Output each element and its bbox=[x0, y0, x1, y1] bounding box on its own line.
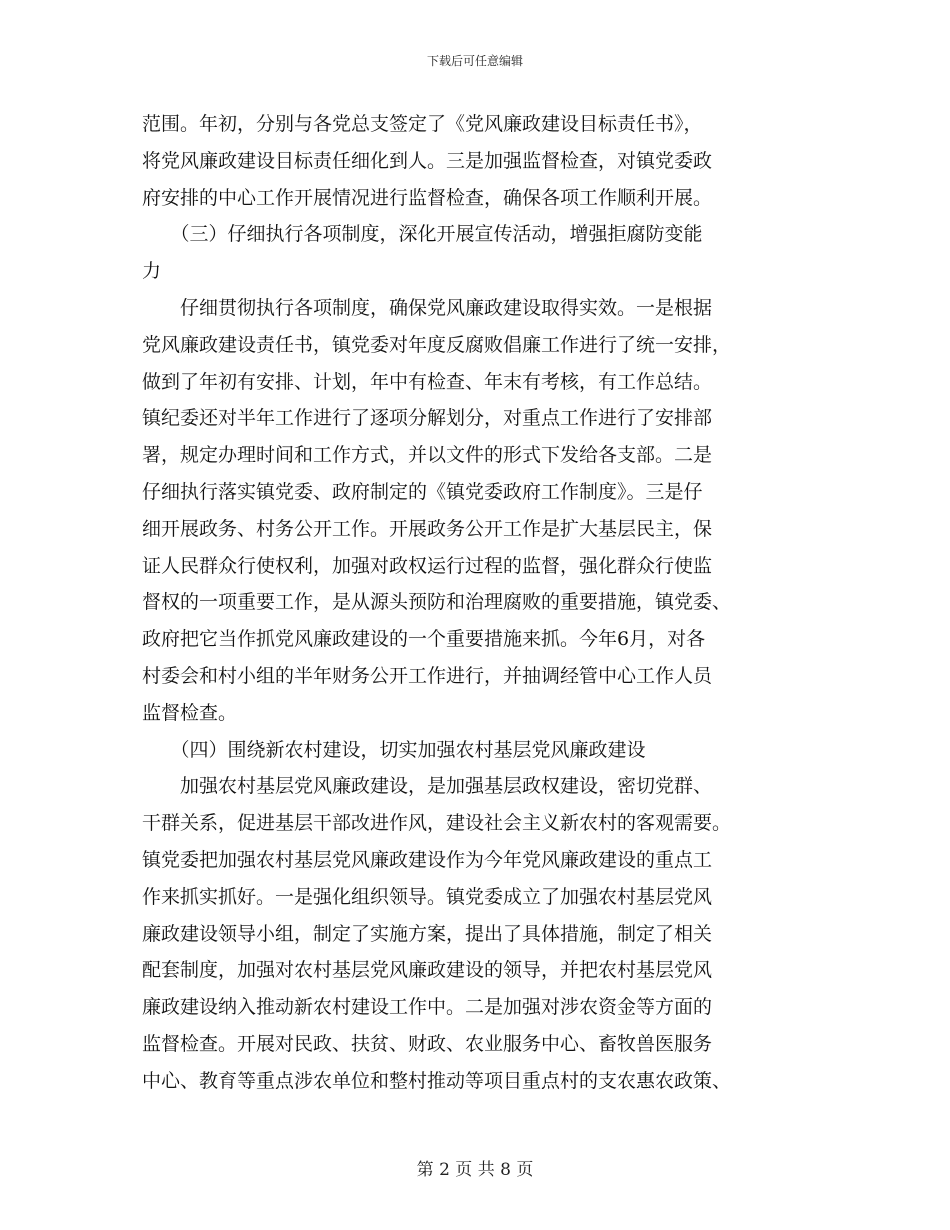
body-text bbox=[142, 106, 812, 1100]
section-heading-line: （四）围绕新农村建设，切实加强农村基层党风廉政建设 bbox=[142, 738, 646, 761]
text-line: 党风廉政建设责任书，镇党委对年度反腐败倡廉工作进行了统一安排， bbox=[142, 333, 732, 356]
section-heading-line: （三）仔细执行各项制度，深化开展宣传活动，增强拒腐防变能 bbox=[142, 223, 703, 246]
text-line: 村委会和村小组的半年财务公开工作进行，并抽调经管中心工作人员 bbox=[142, 664, 713, 687]
text-line: 署，规定办理时间和工作方式，并以文件的形式下发给各支部。二是 bbox=[142, 444, 713, 467]
text-line: 镇纪委还对半年工作进行了逐项分解划分，对重点工作进行了安排部 bbox=[142, 407, 713, 430]
text-line: 廉政建设领导小组，制定了实施方案，提出了具体措施，制定了相关 bbox=[142, 922, 713, 945]
page-header-note: 下载后可任意编辑 bbox=[426, 54, 523, 68]
text-line: 做到了年初有安排、计划，年中有检查、年末有考核，有工作总结。 bbox=[142, 370, 713, 393]
text-line: 督权的一项重要工作，是从源头预防和治理腐败的重要措施，镇党委、 bbox=[142, 591, 732, 614]
text-line: 府安排的中心工作开展情况进行监督检查，确保各项工作顺利开展。 bbox=[142, 186, 713, 209]
text-line: 加强农村基层党风廉政建设，是加强基层政权建设，密切党群、 bbox=[142, 775, 713, 798]
text-line: 廉政建设纳入推动新农村建设工作中。二是加强对涉农资金等方面的 bbox=[142, 996, 713, 1019]
text-line: 作来抓实抓好。一是强化组织领导。镇党委成立了加强农村基层党风 bbox=[142, 885, 713, 908]
text-line: 镇党委把加强农村基层党风廉政建设作为今年党风廉政建设的重点工 bbox=[142, 848, 713, 871]
page-number-footer: 第 2 页 共 8 页 bbox=[416, 1160, 534, 1180]
text-line: 监督检查。开展对民政、扶贫、财政、农业服务中心、畜牧兽医服务 bbox=[142, 1032, 713, 1055]
text-line: 证人民群众行使权利，加强对政权运行过程的监督，强化群众行使监 bbox=[142, 554, 713, 577]
text-line: 仔细贯彻执行各项制度，确保党风廉政建设取得实效。一是根据 bbox=[142, 296, 713, 319]
text-line: 将党风廉政建设目标责任细化到人。三是加强监督检查，对镇党委政 bbox=[142, 149, 713, 172]
text-line: 范围。年初，分别与各党总支签定了《党风廉政建设目标责任书》， bbox=[142, 113, 703, 135]
text-line: 政府把它当作抓党风廉政建设的一个重要措施来抓。今年6月，对各 bbox=[142, 628, 706, 651]
text-line: 细开展政务、村务公开工作。开展政务公开工作是扩大基层民主，保 bbox=[142, 517, 713, 540]
text-line: 干群关系，促进基层干部改进作风，建设社会主义新农村的客观需要。 bbox=[142, 812, 732, 835]
text-line: 中心、教育等重点涉农单位和整村推动等项目重点村的支农惠农政策、 bbox=[142, 1069, 732, 1092]
section-heading-line: 力 bbox=[142, 260, 162, 283]
text-line: 配套制度，加强对农村基层党风廉政建设的领导，并把农村基层党风 bbox=[142, 959, 713, 982]
text-line: 监督检查。 bbox=[142, 701, 238, 724]
text-line: 仔细执行落实镇党委、政府制定的《镇党委政府工作制度》。三是仔 bbox=[142, 480, 703, 503]
